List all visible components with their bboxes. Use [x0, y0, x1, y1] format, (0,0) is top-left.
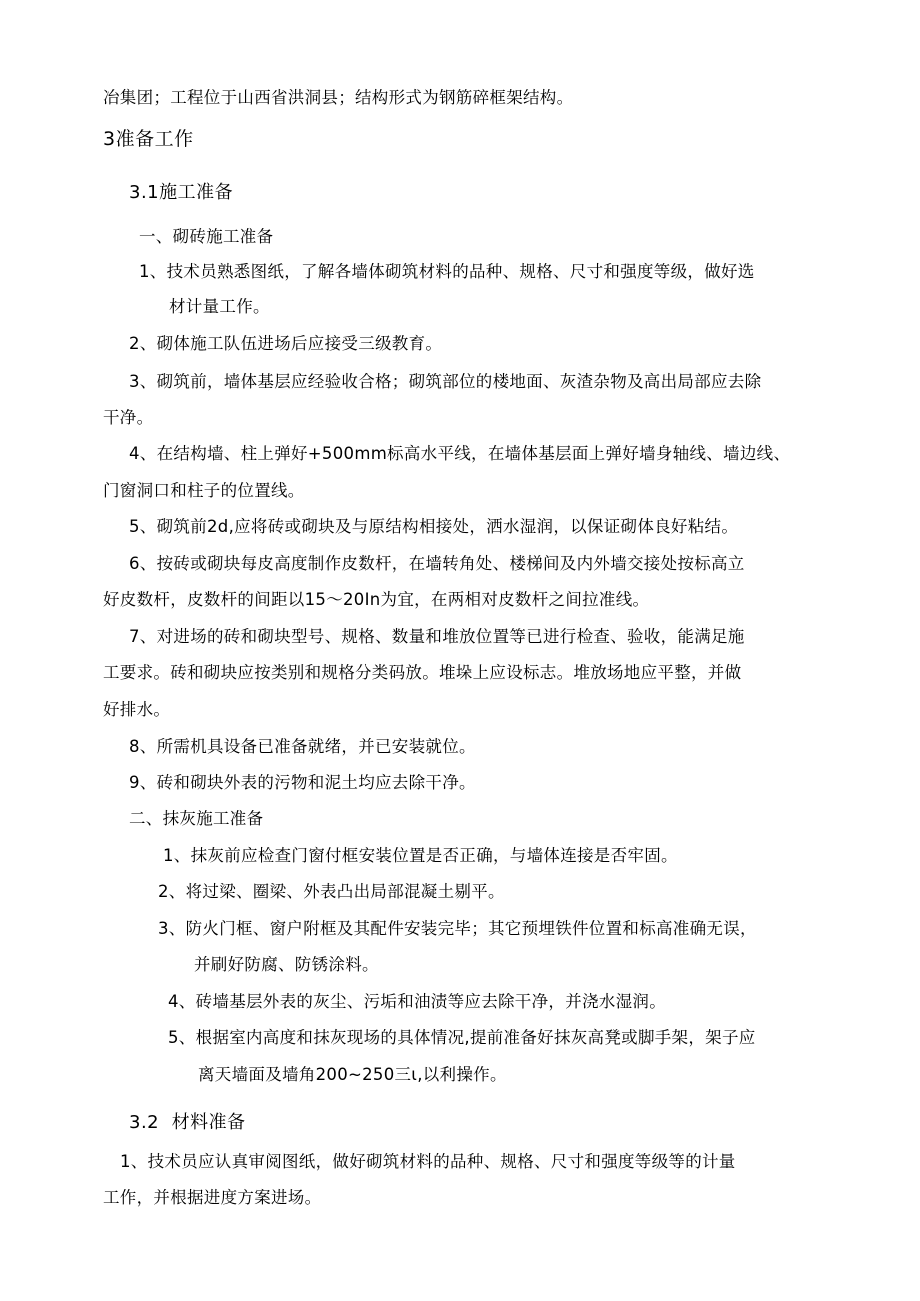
section-3-title: 3准备工作	[103, 128, 194, 150]
part1-item2-line1: 2、砌体施工队伍进场后应接受三级教育。	[129, 334, 443, 353]
part1-item5-line1: 5、砌筑前2d,应将砖或砌块及与原结构相接处，洒水湿润，以保证砌体良好粘结。	[129, 517, 739, 536]
part1-item4-line2: 门窗洞口和柱子的位置线。	[103, 481, 305, 500]
section-3-2-title: 3.2 材料准备	[129, 1112, 246, 1133]
part1-item3-line1: 3、砌筑前，墙体基层应经验收合格；砌筑部位的楼地面、灰渣杂物及高出局部应去除	[129, 372, 762, 391]
part2-item3-line2: 并刷好防腐、防锈涂料。	[194, 955, 379, 974]
part1-item1-line2: 材计量工作。	[169, 297, 270, 316]
part1-item7-line1: 7、对进场的砖和砌块型号、规格、数量和堆放位置等已进行检查、验收，能满足施	[129, 627, 745, 646]
part2-item5-line1: 5、根据室内高度和抹灰现场的具体情况,提前准备好抹灰高凳或脚手架，架子应	[168, 1028, 756, 1047]
part1-heading: 一、砌砖施工准备	[139, 227, 274, 246]
part2-item4-line1: 4、砖墙基层外表的灰尘、污垢和油渍等应去除干净，并浇水湿润。	[168, 992, 666, 1011]
part2-item3-line1: 3、防火门框、窗户附框及其配件安装完毕；其它预埋铁件位置和标高准确无误，	[158, 919, 757, 938]
part1-item7-line2: 工要求。砖和砌块应按类别和规格分类码放。堆垛上应设标志。堆放场地应平整，并做	[103, 663, 742, 682]
section-3-1-title: 3.1施工准备	[129, 182, 234, 203]
part1-item6-line2: 好皮数杆，皮数杆的间距以15～20In为宜，在两相对皮数杆之间拉准线。	[103, 590, 650, 609]
part2-item1-line1: 1、抹灰前应检查门窗付框安装位置是否正确，与墙体连接是否牢固。	[163, 846, 678, 865]
part3-item1-line1: 1、技术员应认真审阅图纸，做好砌筑材料的品种、规格、尺寸和强度等级等的计量	[120, 1152, 736, 1171]
part1-item3-line2: 干净。	[103, 408, 154, 427]
part1-item6-line1: 6、按砖或砌块每皮高度制作皮数杆，在墙转角处、楼梯间及内外墙交接处按标高立	[129, 554, 745, 573]
part3-item1-line2: 工作，并根据进度方案进场。	[103, 1188, 322, 1207]
part1-item8-line1: 8、所需机具设备已准备就绪，并已安装就位。	[129, 737, 476, 756]
part1-item9-line1: 9、砖和砌块外表的污物和泥土均应去除干净。	[129, 773, 476, 792]
part1-item1-line1: 1、技术员熟悉图纸，了解各墙体砌筑材料的品种、规格、尺寸和强度等级，做好选	[139, 262, 755, 281]
part1-item4-line1: 4、在结构墙、柱上弹好+500mm标高水平线，在墙体基层面上弹好墙身轴线、墙边线、	[129, 444, 791, 463]
intro-tail-text: 冶集团；工程位于山西省洪洞县；结构形式为钢筋碎框架结构。	[103, 88, 574, 107]
part1-item7-line3: 好排水。	[103, 700, 171, 719]
part2-item2-line1: 2、将过梁、圈梁、外表凸出局部混凝土剔平。	[158, 882, 505, 901]
part2-heading: 二、抹灰施工准备	[129, 809, 264, 828]
part2-item5-line2: 离天墙面及墙角200~250三ι,以利操作。	[198, 1065, 507, 1084]
